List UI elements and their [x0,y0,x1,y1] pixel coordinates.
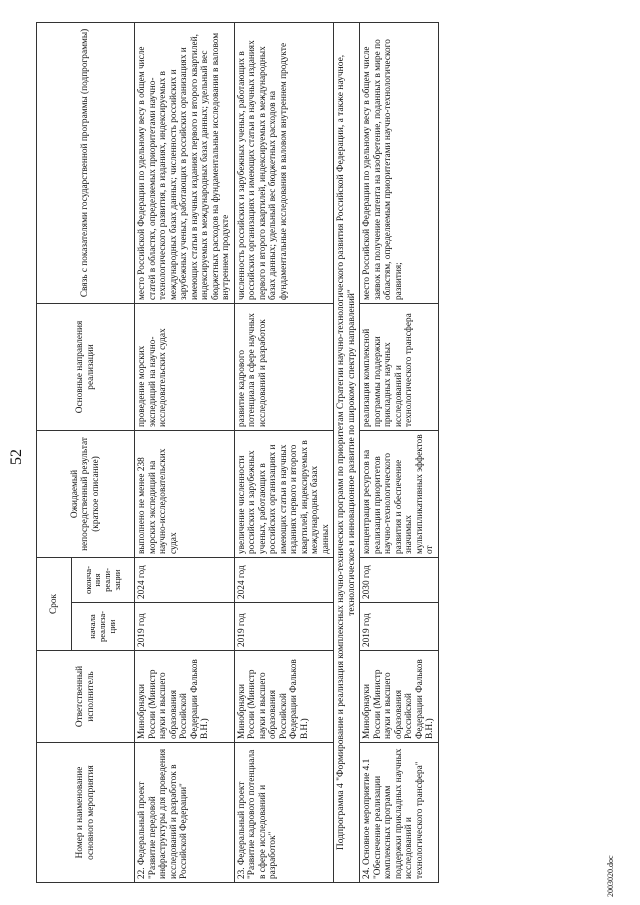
row-number: 24. [362,867,373,879]
row-indicators: численность российских и зарубежных ученых, работающих в российских организациях и имеющих статьи в научных изданиях первого и второго квартилей, индексируемых в международных базах данных; удельный вес бюджетных расходов на фундаментальные исследования в валовом внутреннем продукте [234,22,334,303]
row-result: выполнено не менее 238 морских экспедиций на научно-исследовательских судах [135,430,235,557]
program-table [36,22,439,883]
row-end: 2024 год [135,557,235,602]
row-name-cell [360,743,439,883]
row-indicators: место Российской Федерации по удельному весу в общем числе заявок на получение патента на изобретение, поданных в мире по областям, определяемым приоритетами научно-технологического развития; [360,22,439,303]
header-responsible: Ответственный исполнитель [37,651,135,743]
row-name: Федеральный проект "Развитие кадрового потенциала в сфере исследований и разработок" [236,749,278,879]
header-term: Срок [37,557,72,650]
row-result: увеличение численности российских и зарубежных ученых, работающих в российских организациях и имеющих статьи в научных изданиях первого и второго квартилей, индексируемых в международных базах данных [234,430,334,557]
header-indicators: Связь с показателями государственной программы (подпрограммы) [37,22,135,303]
row-responsible: Минобрнауки России (Министр науки и высшего образования Российской Федерации Фальков В.Н.) [135,651,235,743]
row-end: 2030 год [360,557,439,602]
footer-filename: 2003020.doc [606,855,615,897]
table-row [234,22,334,882]
row-start: 2019 год [135,603,235,651]
page-number: 52 [8,449,25,465]
header-name: Номер и наименование основного мероприятия [37,743,135,883]
row-start: 2019 год [234,603,334,651]
row-number: 22. [137,867,147,879]
header-term-start: начала реализа-ции [72,603,135,651]
table-row [135,22,235,882]
row-name: Федеральный проект "Развитие передовой инфраструктуры для проведения исследований и разработок в Российской Федерации" [137,748,189,879]
subprogram-title: Подпрограмма 4 "Формирование и реализация комплексных научно-технических программ по приоритетам Стратегии научно-технологического развития Российской Федерации, а также научное, технологическое и инновационное развитие по широкому спектру направлений" [334,22,360,882]
row-indicators: место Российской Федерации по удельному весу в общем числе статей в областях, определяемых приоритетами научно-технологического развития, в изданиях, индексируемых в международных базах данных; численность российских и зарубежных ученых, работающих в российских организациях и имеющих статьи в научных изданиях первого и второго квартилей, индексируемых в международных базах данных; удельный вес бюджетных расходов на фундаментальные исследования в валовом внутреннем продукте [135,22,235,303]
row-start: 2019 год [360,603,439,651]
row-name: Основное мероприятие 4.1 "Обеспечение реализации комплексных программ поддержки прикладных научных исследований и технологического трансфера" [362,748,425,879]
row-name-cell [135,743,235,883]
table-row [360,22,439,882]
row-directions: реализация комплексной программы поддержки прикладных научных исследований и технологического трансфера [360,303,439,430]
row-number: 23. [236,867,247,879]
row-name-cell [234,743,334,883]
subprogram-row [334,22,360,882]
header-directions: Основные направления реализации [37,303,135,430]
row-end: 2024 год [234,557,334,602]
row-result: концентрация ресурсов на реализации приоритетов научно-технологического развития и обеспечение значимых мультипликативных эффектов от [360,430,439,557]
row-directions: развитие кадрового потенциала в сфере научных исследований и разработок [234,303,334,430]
header-result: Ожидаемый непосредственный результат (краткое описание) [37,430,135,557]
row-directions: проведение морских экспедиций на научно-исследовательских судах [135,303,235,430]
header-term-end: оконча-ния реали-зации [72,557,135,602]
row-responsible: Минобрнауки России (Министр науки и высшего образования Российской Федерации Фальков В.Н.) [234,651,334,743]
row-responsible: Минобрнауки России (Министр науки и высшего образования Российской Федерации Фальков В.Н.) [360,651,439,743]
